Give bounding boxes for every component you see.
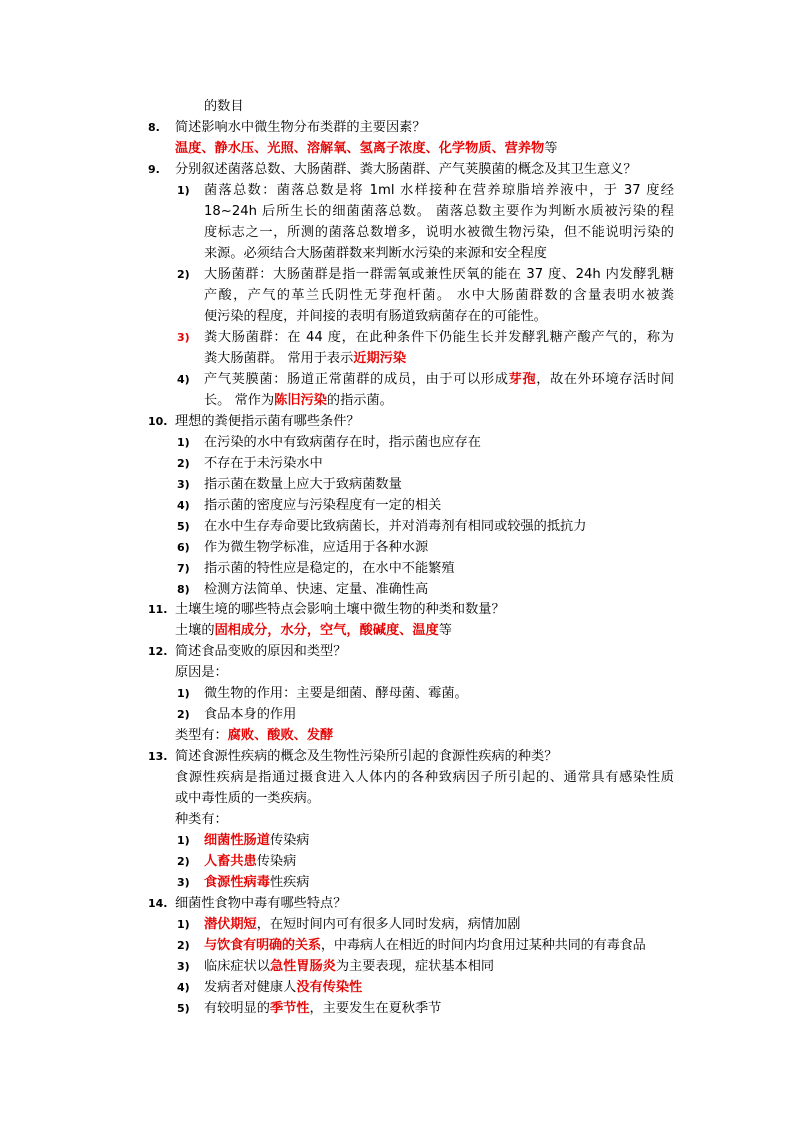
item-number: 3) xyxy=(177,876,190,889)
list-item xyxy=(204,999,441,1019)
list-item: 不存在于未污染水中 xyxy=(204,456,323,471)
item-number: 1) xyxy=(177,834,190,847)
question-12: 简述食品变败的原因和类型？ xyxy=(175,644,347,659)
answer-8-tail: 等 xyxy=(544,141,558,156)
kind-post: 性疾病 xyxy=(269,875,310,890)
item-number: 1) xyxy=(177,184,190,197)
question-10: 理想的粪便指示菌有哪些条件？ xyxy=(175,414,360,429)
item-number: 6) xyxy=(177,541,190,554)
q9-item-4-post2: 的指示菌。 xyxy=(326,393,393,408)
answer-11-tail: 等 xyxy=(438,623,452,638)
question-14: 细菌性食物中毒有哪些特点？ xyxy=(175,896,347,911)
list-item: 检测方法简单、快速、定量、准确性高 xyxy=(204,582,429,597)
item-number: 5) xyxy=(177,1002,190,1015)
feature-post: ，主要发生在夏秋季节 xyxy=(309,1001,442,1016)
q9-item-4-pre: 产气荚膜菌：肠道正常菌群的成员，由于可以形成 xyxy=(204,372,509,387)
reason-label: 原因是： xyxy=(175,665,228,680)
list-item xyxy=(204,957,494,977)
item-number: 8) xyxy=(177,583,190,596)
question-number: 14. xyxy=(148,897,168,910)
answer-8 xyxy=(175,139,557,159)
definition-line-2: 或中毒性质的一类疾病。 xyxy=(175,791,321,806)
type-line xyxy=(175,726,333,746)
q9-item-3-line-1: 粪大肠菌群：在 44 度，在此种条件下仍能生长并发酵乳糖产酸产气的，称为 xyxy=(204,330,674,345)
q9-item-4-line-1 xyxy=(204,370,674,390)
item-number: 2) xyxy=(177,939,190,952)
list-item: 指示菌在数量上应大于致病菌数量 xyxy=(204,477,402,492)
q9-item-3-pre: 粪大肠菌群。 常用于表示 xyxy=(204,351,354,366)
q9-item-4-post: ，故在外环境存活时间 xyxy=(536,372,675,387)
list-item: 作为微生物学标准，应适用于各种水源 xyxy=(204,540,429,555)
list-item: 在水中生存寿命要比致病菌长，并对消毒剂有相同或较强的抵抗力 xyxy=(204,519,587,534)
kinds-label: 种类有： xyxy=(175,812,228,827)
q9-item-4-pre2: 长。 常作为 xyxy=(204,393,275,408)
question-number: 9. xyxy=(148,163,160,176)
list-item xyxy=(204,915,521,935)
list-item xyxy=(204,978,362,998)
definition-line-1: 食源性疾病是指通过摄食进入人体内的各种致病因子所引起的、通常具有感染性质 xyxy=(175,770,674,785)
list-item: 指示菌的密度应与污染程度有一定的相关 xyxy=(204,498,442,513)
item-number: 3) xyxy=(177,478,190,491)
item-number: 4) xyxy=(177,373,190,386)
item-number: 1) xyxy=(177,918,190,931)
answer-11 xyxy=(175,621,452,641)
item-number: 5) xyxy=(177,520,190,533)
q9-item-2-line-1: 大肠菌群：大肠菌群是指一群需氧或兼性厌氧的能在 37 度、24h 内发酵乳糖 xyxy=(204,267,674,282)
item-number: 7) xyxy=(177,562,190,575)
q9-item-2-line-2: 产酸，产气的革兰氏阴性无芽孢杆菌。 水中大肠菌群数的含量表明水被粪 xyxy=(204,288,674,303)
question-11: 土壤生境的哪些特点会影响土壤中微生物的种类和数量？ xyxy=(175,602,505,617)
question-8: 简述影响水中微生物分布类群的主要因素？ xyxy=(175,120,426,135)
question-number: 12. xyxy=(148,645,168,658)
q9-item-1-line-3: 度标志之一，所测的菌落总数增多，说明水被微生物污染，但不能说明污染的 xyxy=(204,225,674,240)
item-number: 1) xyxy=(177,436,190,449)
q9-item-3-line-2 xyxy=(204,349,406,369)
list-item xyxy=(204,936,646,956)
q9-item-4-key: 芽孢 xyxy=(508,372,537,387)
q9-item-1-line-2: 18~24h 后所生长的细菌菌落总数。 菌落总数主要作为判断水质被污染的程 xyxy=(204,204,674,219)
answer-8-keys: 温度、静水压、光照、溶解氧、氢离子浓度、化学物质、营养物 xyxy=(175,141,545,156)
q9-item-3-key: 近期污染 xyxy=(353,351,407,366)
feature-pre: 发病者对健康人 xyxy=(204,980,297,995)
item-number: 2) xyxy=(177,708,190,721)
item-number: 4) xyxy=(177,981,190,994)
feature-key: 潜伏期短 xyxy=(204,917,257,932)
q9-item-2-line-3: 便污染的程度，并间接的表明有肠道致病菌存在的可能性。 xyxy=(204,309,547,324)
q9-item-4-line-2 xyxy=(204,391,393,411)
item-number: 1) xyxy=(177,687,190,700)
feature-post: 为主要表现，症状基本相同 xyxy=(335,959,495,974)
answer-11-keys: 固相成分，水分，空气，酸碱度、温度 xyxy=(214,623,439,638)
list-item: 指示菌的特性应是稳定的，在水中不能繁殖 xyxy=(204,561,455,576)
answer-11-pre: 土壤的 xyxy=(175,623,215,638)
kind-post: 传染病 xyxy=(269,833,310,848)
q9-item-1-line-4: 来源。必须结合大肠菌群数来判断水污染的来源和安全程度 xyxy=(204,246,547,261)
kind-key: 食源性病毒 xyxy=(204,875,270,890)
q9-item-1-line-1: 菌落总数：菌落总数是将 1ml 水样接种在营养琼脂培养液中，于 37 度经 xyxy=(204,183,674,198)
item-number: 2) xyxy=(177,457,190,470)
item-number: 2) xyxy=(177,268,190,281)
list-item: 微生物的作用：主要是细菌、酵母菌、霉菌。 xyxy=(204,686,468,701)
list-item xyxy=(204,831,310,851)
feature-pre: 临床症状以 xyxy=(204,959,270,974)
list-item: 食品本身的作用 xyxy=(204,707,297,722)
item-number: 4) xyxy=(177,499,190,512)
continuation-text: 的数目 xyxy=(204,99,244,114)
feature-post: ，中毒病人在相近的时间内均食用过某种共同的有毒食品 xyxy=(320,938,646,953)
kind-key: 细菌性肠道 xyxy=(204,833,270,848)
list-item: 在污染的水中有致病菌存在时，指示菌也应存在 xyxy=(204,435,481,450)
feature-key: 没有传染性 xyxy=(296,980,363,995)
list-item xyxy=(204,873,310,893)
question-number: 11. xyxy=(148,603,168,616)
kind-post: 传染病 xyxy=(256,854,297,869)
q9-item-4-key2: 陈旧污染 xyxy=(274,393,327,408)
feature-post: ，在短时间内可有很多人同时发病，病情加剧 xyxy=(256,917,521,932)
item-number: 2) xyxy=(177,855,190,868)
feature-key: 与饮食有明确的关系 xyxy=(204,938,321,953)
item-number: 3) xyxy=(177,960,190,973)
type-keys: 腐败、酸败、发酵 xyxy=(227,728,334,743)
question-9: 分别叙述菌落总数、大肠菌群、粪大肠菌群、产气荚膜菌的概念及其卫生意义？ xyxy=(175,162,637,177)
type-label: 类型有： xyxy=(175,728,228,743)
feature-pre: 有较明显的 xyxy=(204,1001,270,1016)
feature-key: 季节性 xyxy=(269,1001,310,1016)
item-number: 3) xyxy=(177,331,190,344)
question-number: 13. xyxy=(148,750,168,763)
list-item xyxy=(204,852,296,872)
kind-key: 人畜共患 xyxy=(204,854,257,869)
question-number: 10. xyxy=(148,415,168,428)
question-number: 8. xyxy=(148,121,160,134)
question-13: 简述食源性疾病的概念及生物性污染所引起的食源性疾病的种类？ xyxy=(175,749,558,764)
feature-key: 急性胃肠炎 xyxy=(269,959,336,974)
